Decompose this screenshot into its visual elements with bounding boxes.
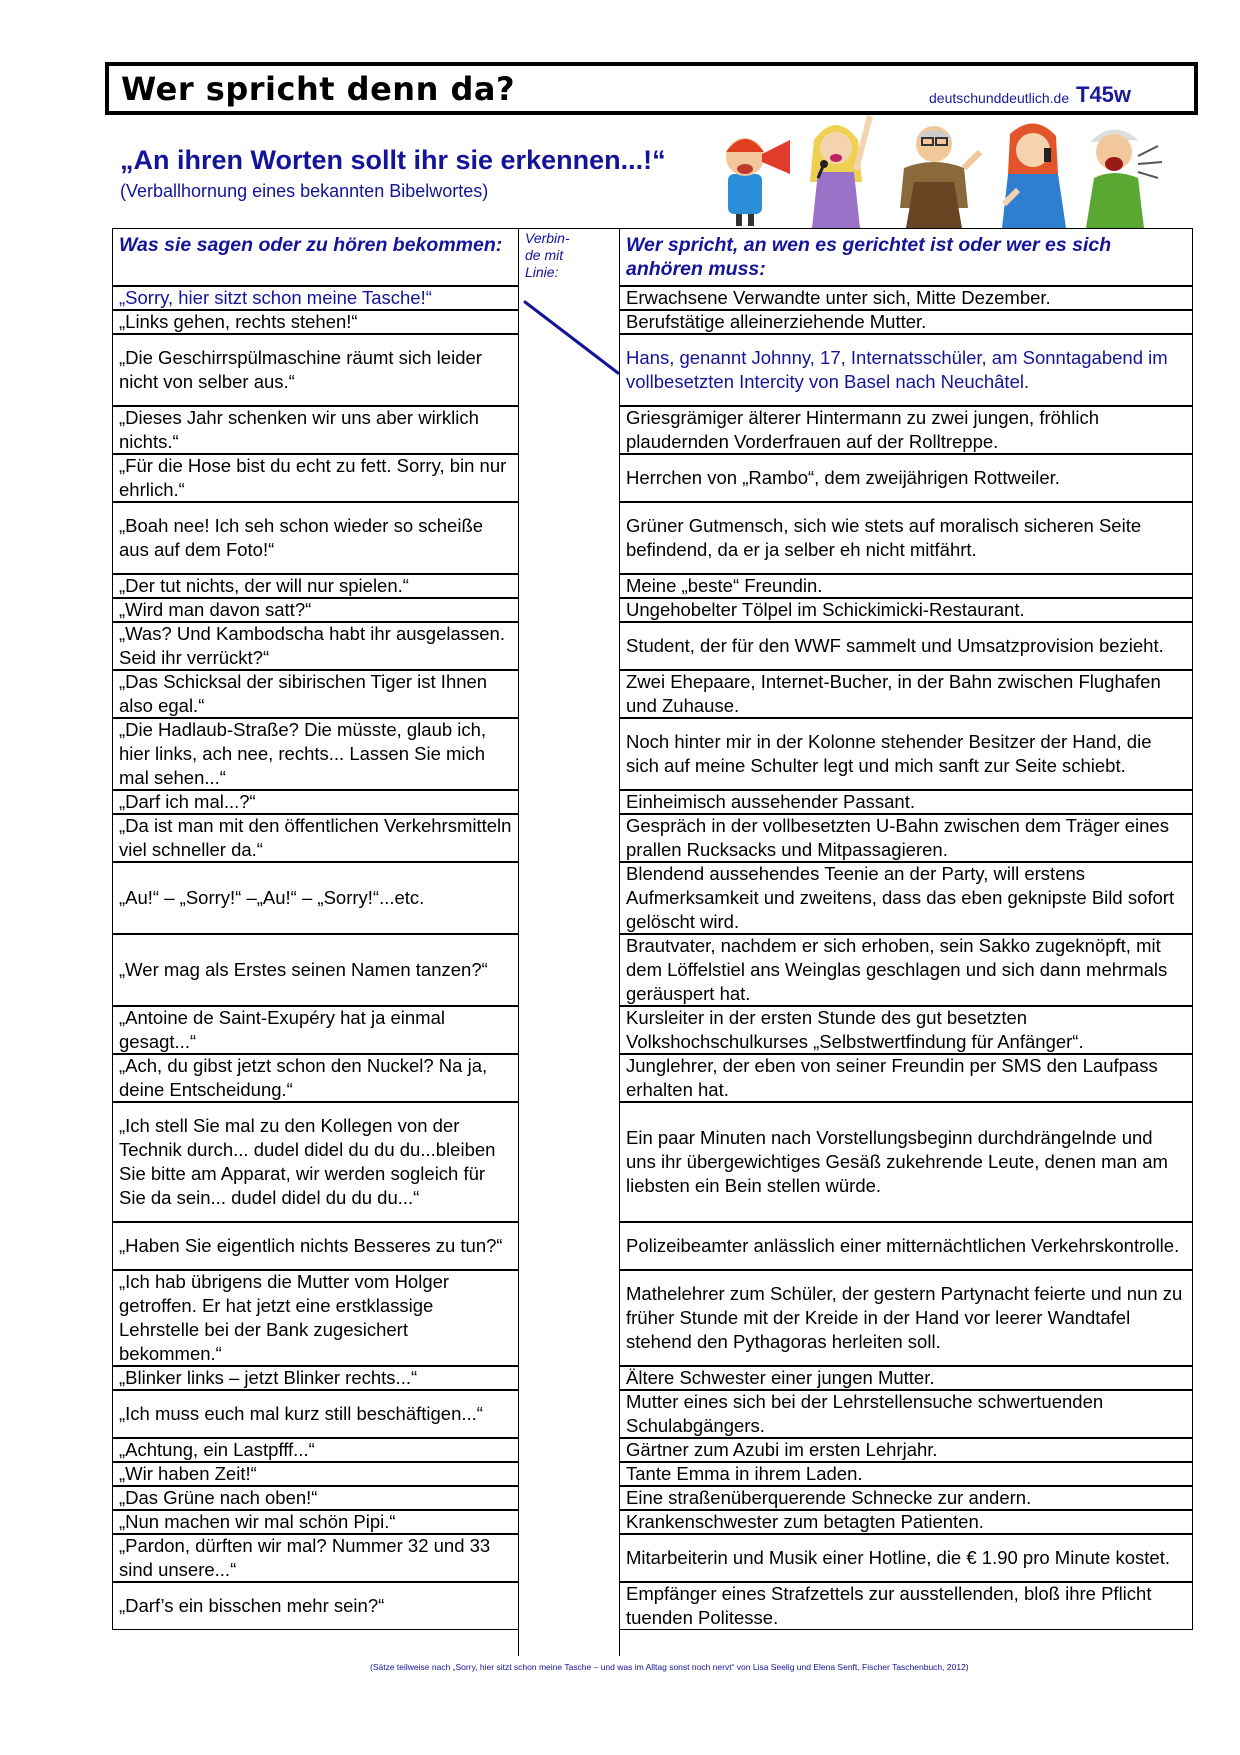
right-speaker-cell: Polizeibeamter anlässlich einer mitternächtlichen Verkehrskontrolle. bbox=[619, 1222, 1193, 1270]
right-speaker-cell: Gespräch in der vollbesetzten U-Bahn zwischen dem Träger eines prallen Rucksacks und Mitpassagieren. bbox=[619, 814, 1193, 862]
right-speaker-cell: Ein paar Minuten nach Vorstellungsbeginn durchdrängelnde und uns ihr übergewichtiges Gesäß zukehrende Leute, denen man am liebsten ein Bein stellen würde. bbox=[619, 1102, 1193, 1222]
right-speaker-cell: Brautvater, nachdem er sich erhoben, sein Sakko zugeknöpft, mit dem Löffelstiel ans Weinglas geschlagen und sich dann mehrmals geräuspert hat. bbox=[619, 934, 1193, 1006]
left-statement-cell: „Für die Hose bist du echt zu fett. Sorry, bin nur ehrlich.“ bbox=[112, 454, 519, 502]
left-statement-cell: „Haben Sie eigentlich nichts Besseres zu tun?“ bbox=[112, 1222, 519, 1270]
page-title: Wer spricht denn da? bbox=[121, 70, 516, 108]
right-speaker-cell: Meine „beste“ Freundin. bbox=[619, 574, 1193, 598]
speaker-lectern-icon bbox=[900, 126, 980, 228]
right-speaker-cell: Blendend aussehendes Teenie an der Party, will erstens Aufmerksamkeit und zweitens, dass das eben geknipste Bild sofort gelöscht wird. bbox=[619, 862, 1193, 934]
title-box bbox=[105, 62, 1198, 115]
left-statement-cell: „Was? Und Kambodscha habt ihr ausgelassen. Seid ihr verrückt?“ bbox=[112, 622, 519, 670]
right-speaker-cell: Junglehrer, der eben von seiner Freundin per SMS den Laufpass erhalten hat. bbox=[619, 1054, 1193, 1102]
left-statement-cell: „Pardon, dürften wir mal? Nummer 32 und 33 sind unsere...“ bbox=[112, 1534, 519, 1582]
right-speaker-cell: Mathelehrer zum Schüler, der gestern Partynacht feierte und nun zu früher Stunde mit der Kreide in der Hand vor leerer Wandtafel stehend den Pythagoras herleiten soll. bbox=[619, 1270, 1193, 1366]
right-speaker-cell: Gärtner zum Azubi im ersten Lehrjahr. bbox=[619, 1438, 1193, 1462]
subtitle: „An ihren Worten sollt ihr sie erkennen...!“ bbox=[120, 145, 666, 175]
middle-header-line: Linie: bbox=[525, 264, 559, 280]
right-speaker-cell: Herrchen von „Rambo“, dem zweijährigen Rottweiler. bbox=[619, 454, 1193, 502]
left-statement-cell: „Das Grüne nach oben!“ bbox=[112, 1486, 519, 1510]
right-column-header: Wer spricht, an wen es gerichtet ist oder wer es sich anhören muss: bbox=[619, 228, 1193, 286]
subtitle-note: (Verballhornung eines bekannten Bibelwortes) bbox=[120, 181, 489, 201]
right-speaker-cell: Kursleiter in der ersten Stunde des gut besetzten Volkshochschulkurses „Selbstwertfindung für Anfänger“. bbox=[619, 1006, 1193, 1054]
left-statement-cell: „Wer mag als Erstes seinen Namen tanzen?“ bbox=[112, 934, 519, 1006]
left-statement-cell: „Links gehen, rechts stehen!“ bbox=[112, 310, 519, 334]
right-speaker-cell: Empfänger eines Strafzettels zur ausstellenden, bloß ihre Pflicht tuenden Politesse. bbox=[619, 1582, 1193, 1630]
example-connecting-line bbox=[518, 228, 619, 428]
left-statement-cell: „Au!“ – „Sorry!“ –„Au!“ – „Sorry!“...etc. bbox=[112, 862, 519, 934]
left-statement-cell: „Nun machen wir mal schön Pipi.“ bbox=[112, 1510, 519, 1534]
middle-header-line: de mit bbox=[525, 247, 564, 263]
shouting-old-man-icon bbox=[1086, 129, 1162, 228]
cartoon-speakers-illustration bbox=[718, 112, 1198, 228]
left-statement-cell: „Boah nee! Ich seh schon wieder so scheiße aus auf dem Foto!“ bbox=[112, 502, 519, 574]
matching-table bbox=[112, 228, 1193, 1656]
right-speaker-cell: Krankenschwester zum betagten Patienten. bbox=[619, 1510, 1193, 1534]
middle-header-line: Verbin- bbox=[525, 230, 570, 246]
left-statement-cell: „Dieses Jahr schenken wir uns aber wirklich nichts.“ bbox=[112, 406, 519, 454]
right-speaker-cell: Ältere Schwester einer jungen Mutter. bbox=[619, 1366, 1193, 1390]
left-statement-cell: „Darf’s ein bisschen mehr sein?“ bbox=[112, 1582, 519, 1630]
left-statement-cell: „Wir haben Zeit!“ bbox=[112, 1462, 519, 1486]
left-statement-cell: „Ach, du gibst jetzt schon den Nuckel? Na ja, deine Entscheidung.“ bbox=[112, 1054, 519, 1102]
left-statement-cell: „Ich stell Sie mal zu den Kollegen von der Technik durch... dudel didel du du du...bleiben Sie bitte am Apparat, wir werden sogleich für Sie da sein... dudel didel du du du...“ bbox=[112, 1102, 519, 1222]
phone-woman-icon bbox=[1002, 123, 1066, 228]
left-statement-cell: „Da ist man mit den öffentlichen Verkehrsmitteln viel schneller da.“ bbox=[112, 814, 519, 862]
left-statement-cell: „Das Schicksal der sibirischen Tiger ist Ihnen also egal.“ bbox=[112, 670, 519, 718]
right-speaker-cell: Eine straßenüberquerende Schnecke zur andern. bbox=[619, 1486, 1193, 1510]
right-speaker-cell: Mutter eines sich bei der Lehrstellensuche schwertuenden Schulabgängers. bbox=[619, 1390, 1193, 1438]
right-speaker-cell: Griesgrämiger älterer Hintermann zu zwei jungen, fröhlich plaudernden Vorderfrauen auf der Rolltreppe. bbox=[619, 406, 1193, 454]
worksheet-code: T45w bbox=[1076, 82, 1132, 107]
left-column-header: Was sie sagen oder zu hören bekommen: bbox=[112, 228, 519, 286]
megaphone-boy-icon bbox=[726, 138, 790, 226]
left-statement-cell: „Die Hadlaub-Straße? Die müsste, glaub ich, hier links, ach nee, rechts... Lassen Sie mich mal sehen...“ bbox=[112, 718, 519, 790]
left-statement-cell: „Blinker links – jetzt Blinker rechts...“ bbox=[112, 1366, 519, 1390]
right-speaker-cell: Zwei Ehepaare, Internet-Bucher, in der Bahn zwischen Flughafen und Zuhause. bbox=[619, 670, 1193, 718]
singer-woman-icon bbox=[810, 116, 870, 228]
right-speaker-cell: Mitarbeiterin und Musik einer Hotline, die € 1.90 pro Minute kostet. bbox=[619, 1534, 1193, 1582]
left-statement-cell: „Wird man davon satt?“ bbox=[112, 598, 519, 622]
right-speaker-cell: Einheimisch aussehender Passant. bbox=[619, 790, 1193, 814]
right-speaker-cell: Ungehobelter Tölpel im Schickimicki-Restaurant. bbox=[619, 598, 1193, 622]
right-speaker-cell: Hans, genannt Johnny, 17, Internatsschüler, am Sonntagabend im vollbesetzten Intercity von Basel nach Neuchâtel. bbox=[619, 334, 1193, 406]
right-speaker-cell: Student, der für den WWF sammelt und Umsatzprovision bezieht. bbox=[619, 622, 1193, 670]
right-speaker-cell: Noch hinter mir in der Kolonne stehender Besitzer der Hand, die sich auf meine Schulter legt und mich sanft zur Seite schiebt. bbox=[619, 718, 1193, 790]
left-statement-cell: „Antoine de Saint-Exupéry hat ja einmal gesagt...“ bbox=[112, 1006, 519, 1054]
left-statement-cell: „Darf ich mal...?“ bbox=[112, 790, 519, 814]
left-statement-cell: „Sorry, hier sitzt schon meine Tasche!“ bbox=[112, 286, 519, 310]
right-speaker-cell: Erwachsene Verwandte unter sich, Mitte Dezember. bbox=[619, 286, 1193, 310]
left-statement-cell: „Ich muss euch mal kurz still beschäftigen...“ bbox=[112, 1390, 519, 1438]
right-speaker-cell: Berufstätige alleinerziehende Mutter. bbox=[619, 310, 1193, 334]
site-name: deutschunddeutlich.de bbox=[929, 90, 1070, 106]
right-speaker-cell: Tante Emma in ihrem Laden. bbox=[619, 1462, 1193, 1486]
left-statement-cell: „Die Geschirrspülmaschine räumt sich leider nicht von selber aus.“ bbox=[112, 334, 519, 406]
left-statement-cell: „Ich hab übrigens die Mutter vom Holger getroffen. Er hat jetzt eine erstklassige Lehrstelle bei der Bank zugesichert bekommen.“ bbox=[112, 1270, 519, 1366]
source-footnote: (Sätze teilweise nach „Sorry, hier sitzt schon meine Tasche – und was im Alltag sonst noch nervt“ von Lisa Seelig und Elena Senft, Fischer Taschenbuch, 2012) bbox=[370, 1662, 969, 1672]
right-speaker-cell: Grüner Gutmensch, sich wie stets auf moralisch sicheren Seite befindend, da er ja selber eh nicht mitfährt. bbox=[619, 502, 1193, 574]
left-statement-cell: „Achtung, ein Lastpfff...“ bbox=[112, 1438, 519, 1462]
left-statement-cell: „Der tut nichts, der will nur spielen.“ bbox=[112, 574, 519, 598]
